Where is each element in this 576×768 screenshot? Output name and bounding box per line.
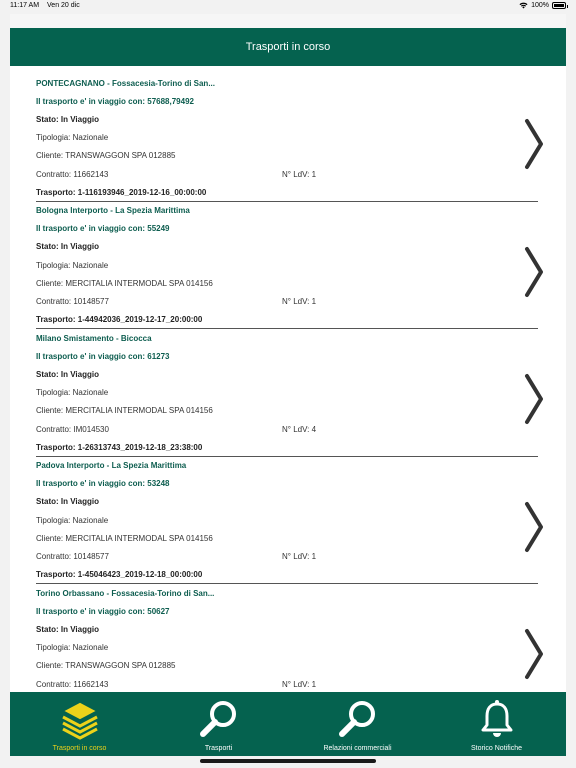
- transport-id: Trasporto: 1-26313743_2019-12-18_23:38:00: [36, 442, 203, 452]
- transport-route: Milano Smistamento - Bicocca: [36, 333, 152, 343]
- battery-percent: 100%: [531, 2, 549, 9]
- transport-wagons: Il trasporto e' in viaggio con: 61273: [36, 351, 170, 361]
- transport-ldv: N° LdV: 4: [282, 424, 317, 434]
- transport-status: Stato: In Viaggio: [36, 242, 99, 252]
- battery-icon: [552, 2, 566, 9]
- transport-type: Tipologia: Nazionale: [36, 133, 109, 143]
- transport-type: Tipologia: Nazionale: [36, 260, 109, 270]
- transport-status: Stato: In Viaggio: [36, 624, 99, 634]
- transport-route: Bologna Interporto - La Spezia Marittima: [36, 206, 190, 216]
- home-indicator: [200, 759, 376, 763]
- transport-route: PONTECAGNANO - Fossacesia-Torino di San...: [36, 78, 215, 88]
- transport-contract: Contratto: IM014530: [36, 424, 109, 434]
- transport-wagons: Il trasporto e' in viaggio con: 53248: [36, 479, 170, 489]
- nav-header: [10, 28, 566, 66]
- top-strip: [10, 14, 566, 28]
- transport-ldv: N° LdV: 1: [282, 552, 317, 562]
- tab-trasporti-in-corso[interactable]: [10, 692, 149, 756]
- search-icon: [337, 698, 379, 740]
- transport-list[interactable]: [10, 66, 566, 692]
- transport-contract: Contratto: 11662143: [36, 169, 109, 179]
- transport-card[interactable]: [10, 457, 566, 585]
- status-right: [519, 2, 566, 9]
- status-bar: [0, 0, 576, 14]
- transport-ldv: N° LdV: 1: [282, 169, 317, 179]
- transport-contract: Contratto: 10148577: [36, 297, 109, 307]
- transport-id: Trasporto: 1-44942036_2019-12-17_20:00:00: [36, 315, 203, 325]
- battery-fill: [554, 4, 564, 7]
- tab-bar: [10, 692, 566, 756]
- transport-contract-row: [36, 165, 566, 183]
- transport-type: Tipologia: Nazionale: [36, 388, 109, 398]
- transport-card[interactable]: [10, 584, 566, 692]
- chevron-right-icon[interactable]: [524, 628, 544, 680]
- wifi-icon: [519, 2, 528, 9]
- chevron-right-icon[interactable]: [524, 373, 544, 425]
- transport-id: Trasporto: 1-116193946_2019-12-16_00:00:00: [36, 187, 207, 197]
- tab-label: Storico Notifiche: [471, 745, 522, 752]
- transport-contract-row: [36, 675, 566, 692]
- transport-contract-row: [36, 292, 566, 310]
- transport-type: Tipologia: Nazionale: [36, 643, 109, 653]
- transport-wagons: Il trasporto e' in viaggio con: 55249: [36, 224, 170, 234]
- transport-card[interactable]: [10, 329, 566, 457]
- tab-trasporti[interactable]: [149, 692, 288, 756]
- tab-label: Trasporti: [204, 745, 233, 752]
- transport-status: Stato: In Viaggio: [36, 497, 99, 507]
- transport-client: Cliente: TRANSWAGGON SPA 012885: [36, 661, 176, 671]
- transport-type: Tipologia: Nazionale: [36, 515, 109, 525]
- transport-contract: Contratto: 10148577: [36, 552, 109, 562]
- transport-client: Cliente: MERCITALIA INTERMODAL SPA 014156: [36, 278, 213, 288]
- transport-status: Stato: In Viaggio: [36, 114, 99, 124]
- transport-client: Cliente: MERCITALIA INTERMODAL SPA 014156: [36, 406, 213, 416]
- transport-wagons: Il trasporto e' in viaggio con: 50627: [36, 606, 170, 616]
- chevron-right-icon[interactable]: [524, 501, 544, 553]
- transport-contract-row: [36, 547, 566, 565]
- status-date: Ven 20 dic: [47, 2, 80, 9]
- bell-icon: [476, 698, 518, 740]
- search-icon: [198, 698, 240, 740]
- transport-contract-row: [36, 420, 566, 438]
- layers-icon: [59, 698, 101, 740]
- transport-ldv: N° LdV: 1: [282, 679, 317, 689]
- transport-client: Cliente: TRANSWAGGON SPA 012885: [36, 151, 176, 161]
- chevron-right-icon[interactable]: [524, 118, 544, 170]
- tab-storico-notifiche[interactable]: [427, 692, 566, 756]
- status-time: 11:17 AM: [10, 2, 40, 9]
- transport-client: Cliente: MERCITALIA INTERMODAL SPA 014156: [36, 533, 213, 543]
- transport-id: Trasporto: 1-45046423_2019-12-18_00:00:00: [36, 570, 203, 580]
- chevron-right-icon[interactable]: [524, 246, 544, 298]
- transport-route: Padova Interporto - La Spezia Marittima: [36, 461, 187, 471]
- page-title: Trasporti in corso: [245, 41, 331, 53]
- transport-wagons: Il trasporto e' in viaggio con: 57688,79492: [36, 96, 194, 106]
- status-left: [10, 2, 86, 9]
- transport-status: Stato: In Viaggio: [36, 369, 99, 379]
- tab-label: Relazioni commerciali: [323, 745, 392, 752]
- app-window: [10, 14, 566, 756]
- transport-contract: Contratto: 11662143: [36, 679, 109, 689]
- transport-route: Torino Orbassano - Fossacesia-Torino di San...: [36, 588, 215, 598]
- transport-card[interactable]: [10, 202, 566, 330]
- transport-ldv: N° LdV: 1: [282, 297, 317, 307]
- tab-label: Trasporti in corso: [52, 745, 107, 752]
- tab-relazioni-commerciali[interactable]: [288, 692, 427, 756]
- transport-card[interactable]: [10, 66, 566, 202]
